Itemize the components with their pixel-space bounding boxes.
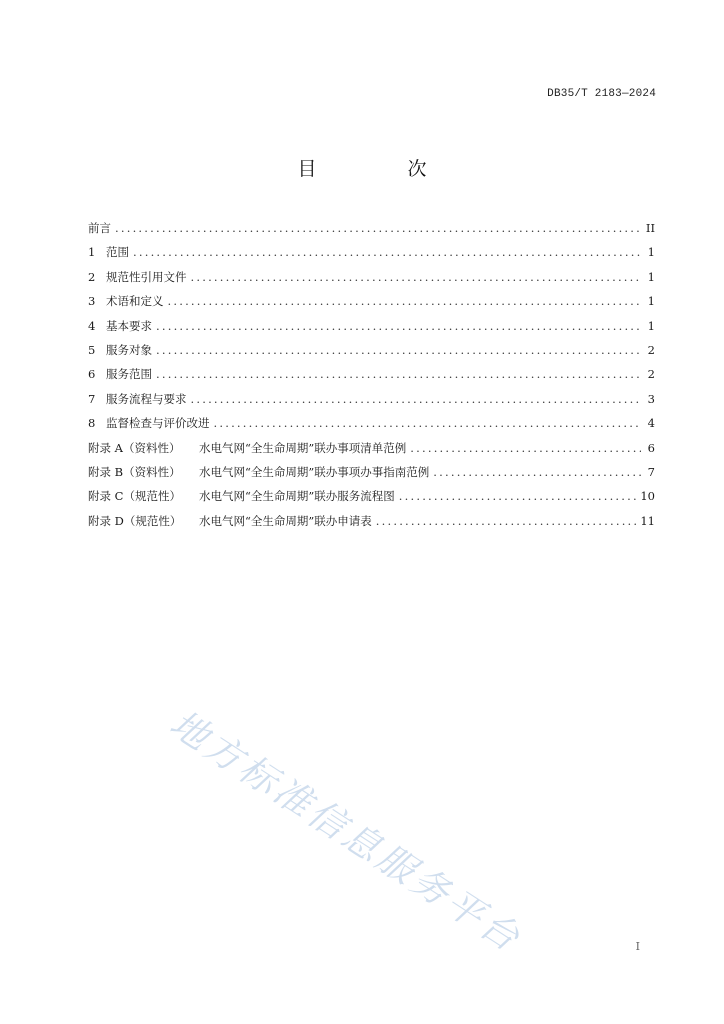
toc-entry-1[interactable] (88, 240, 655, 264)
toc-label: 监督检查与评价改进 (106, 416, 210, 431)
toc-page: 1 (647, 269, 655, 284)
toc-leader (214, 411, 642, 435)
toc-leader (115, 216, 641, 240)
toc-page: 1 (647, 318, 655, 333)
toc-page: 2 (647, 342, 655, 357)
toc-entry-appendix-d[interactable] (88, 509, 655, 533)
toc-entry-2[interactable] (88, 265, 655, 289)
toc-entry-appendix-a[interactable] (88, 436, 655, 460)
toc-leader (191, 387, 642, 411)
toc-page: 10 (640, 489, 655, 504)
toc-number: 3 (88, 294, 96, 309)
toc-number: 6 (88, 367, 96, 382)
toc-page: 3 (647, 391, 655, 406)
toc-entry-appendix-c[interactable] (88, 484, 655, 508)
toc-number: 1 (88, 245, 96, 260)
header-code: DB35/T 2183—2024 (547, 88, 656, 100)
toc-entry-5[interactable] (88, 338, 655, 362)
toc-leader (433, 460, 641, 484)
toc-label: 水电气网“全生命周期”联办事项办事指南范例 (199, 464, 430, 479)
appendix-prefix: 附录 D（规范性） (88, 513, 182, 528)
toc-entry-8[interactable] (88, 411, 655, 435)
watermark: 地方标准信息服务平台 (162, 701, 530, 962)
toc-number: 5 (88, 342, 96, 357)
toc-label: 水电气网“全生命周期”联办服务流程图 (199, 489, 395, 504)
toc-label: 服务流程与要求 (106, 391, 187, 406)
toc-leader (156, 362, 641, 386)
toc-page: 6 (647, 440, 655, 455)
toc-label: 服务范围 (106, 367, 152, 382)
toc-leader (156, 314, 641, 338)
toc-leader (168, 289, 642, 313)
toc-leader (399, 484, 637, 508)
appendix-prefix: 附录 B（资料性） (88, 464, 181, 479)
toc-leader (156, 338, 641, 362)
toc-page: 2 (647, 367, 655, 382)
toc-leader (133, 240, 641, 264)
toc-label: 基本要求 (106, 318, 152, 333)
toc-page: 1 (647, 245, 655, 260)
toc-number: 8 (88, 416, 96, 431)
toc-entry-3[interactable] (88, 289, 655, 313)
toc-label: 术语和定义 (106, 294, 164, 309)
toc-number: 7 (88, 391, 96, 406)
toc-label: 水电气网“全生命周期”联办申请表 (199, 513, 372, 528)
table-of-contents (88, 216, 655, 533)
toc-page: 1 (647, 294, 655, 309)
toc-label: 规范性引用文件 (106, 269, 187, 284)
toc-label: 范围 (106, 245, 129, 260)
toc-page: 4 (647, 416, 655, 431)
toc-leader (376, 509, 637, 533)
toc-leader (191, 265, 642, 289)
toc-label: 水电气网“全生命周期”联办事项清单范例 (199, 440, 407, 455)
toc-entry-appendix-b[interactable] (88, 460, 655, 484)
toc-entry-7[interactable] (88, 387, 655, 411)
toc-leader (410, 436, 641, 460)
toc-entry-foreword[interactable] (88, 216, 655, 240)
page-title: 目 次 (297, 158, 463, 180)
toc-number: 2 (88, 269, 96, 284)
toc-label: 服务对象 (106, 342, 152, 357)
toc-label: 前言 (88, 221, 111, 235)
appendix-prefix: 附录 C（规范性） (88, 489, 181, 504)
toc-entry-4[interactable] (88, 314, 655, 338)
toc-page: 11 (640, 513, 655, 528)
toc-page: II (645, 221, 655, 235)
toc-entry-6[interactable] (88, 362, 655, 386)
page-number: I (635, 940, 640, 953)
toc-number: 4 (88, 318, 96, 333)
toc-page: 7 (647, 464, 655, 479)
appendix-prefix: 附录 A（资料性） (88, 440, 181, 455)
